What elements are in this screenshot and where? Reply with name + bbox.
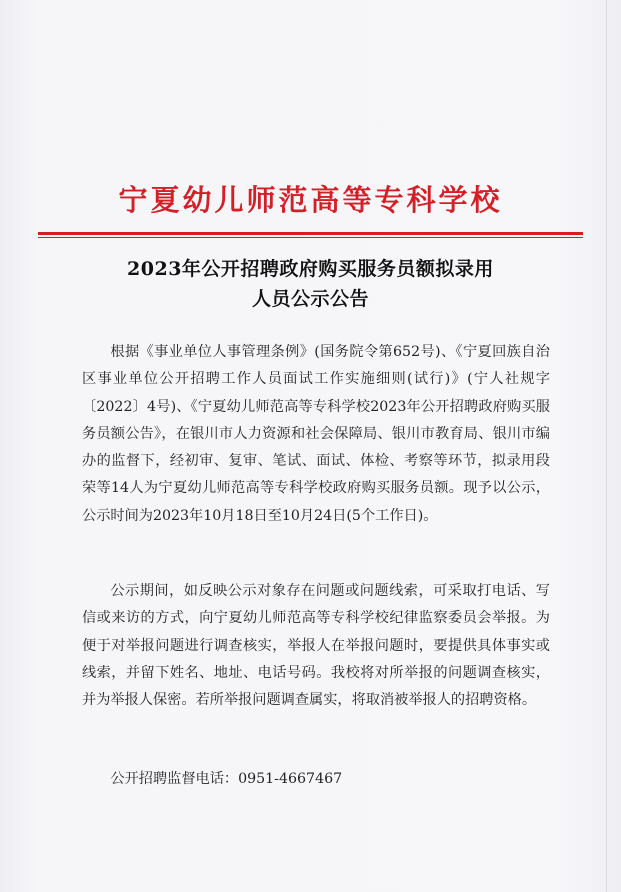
document-title-line-2: 人员公示公告	[251, 288, 369, 310]
document-title-line-1: 2023年公开招聘政府购买服务员额拟录用	[127, 258, 494, 280]
body-paragraph-1	[82, 339, 550, 530]
letterhead-rule-thin	[38, 237, 583, 238]
paragraph-text: 公示期间，如反映公示对象存在问题或问题线索，可采取打电话、写信或来访的方式，向宁夏幼儿师范高等专科学校纪律监察委员会举报。为便于对举报问题进行调查核实，举报人在举报问题时，要提供具体事实或线索，并留下姓名、地址、电话号码。我校将对所举报的问题调查核实，并为举报人保密。若所举报问题调查属实，将取消被举报人的招聘资格。	[82, 583, 550, 709]
letterhead-org-name: 宁夏幼儿师范高等专科学校	[118, 183, 503, 217]
body-paragraph-2	[82, 578, 550, 714]
paragraph-text: 根据《事业单位人事管理条例》(国务院令第652号)、《宁夏回族自治区事业单位公开招聘工作人员面试工作实施细则(试行)》(宁人社规字〔2022〕4号)、《宁夏幼儿师范高等专科学校2023年公开招聘政府购买服务员额公告》，在银川市人力资源和社会保障局、银川市教育局、银川市编办的监督下，经初审、复审、笔试、面试、体检、考察等环节，拟录用段荣等14人为宁夏幼儿师范高等专科学校政府购买服务员额。现予以公示，公示时间为2023年10月18日至10月24日(5个工作日)。	[82, 344, 550, 524]
scan-edge-line	[606, 0, 607, 892]
letterhead-rule-thick	[38, 232, 583, 235]
paragraph-text: 公开招聘监督电话：0951-4667467	[110, 771, 343, 787]
supervision-phone-line	[82, 766, 550, 793]
